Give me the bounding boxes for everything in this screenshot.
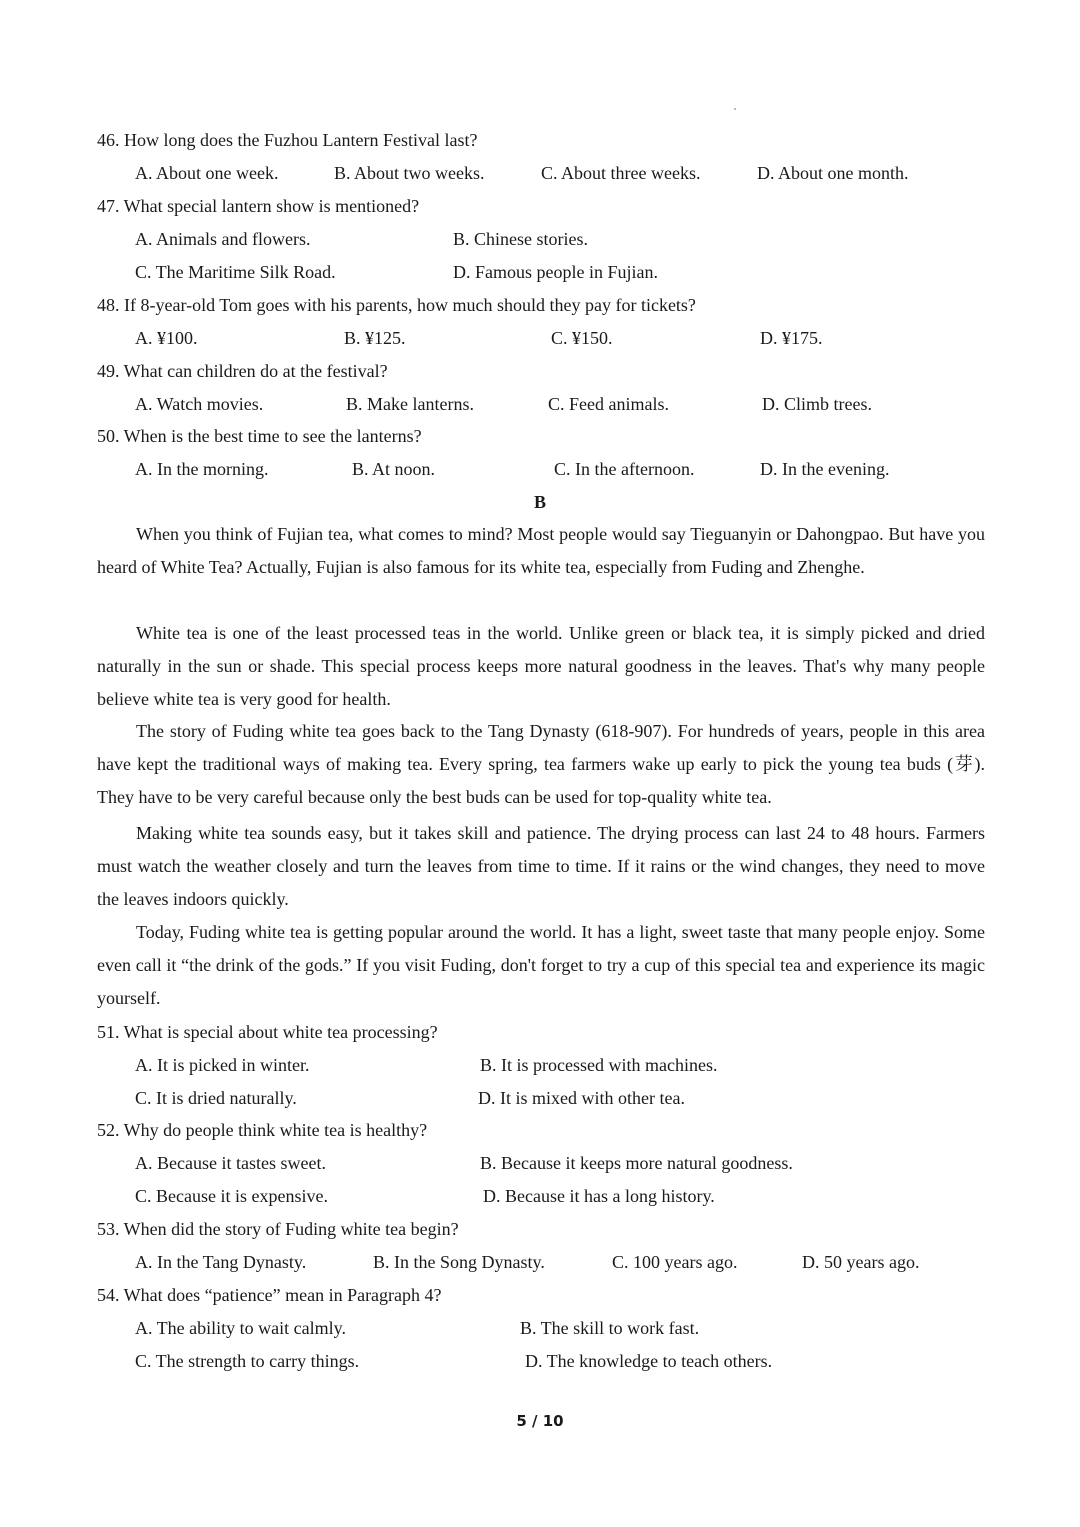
option-47d: D. Famous people in Fujian.	[453, 262, 658, 282]
option-52b: B. Because it keeps more natural goodness.	[480, 1153, 793, 1173]
question-53: 53. When did the story of Fuding white tea begin?	[97, 1219, 459, 1239]
option-47a: A. Animals and flowers.	[135, 229, 311, 249]
option-54a: A. The ability to wait calmly.	[135, 1318, 346, 1338]
question-48: 48. If 8-year-old Tom goes with his parents, how much should they pay for tickets?	[97, 295, 696, 315]
option-53d: D. 50 years ago.	[802, 1252, 920, 1272]
passage-paragraph-5: Today, Fuding white tea is getting popular around the world. It has a light, sweet taste that many people enjoy. Some even call it “the drink of the gods.” If you visit Fuding, don't forget to try a cup of this special tea and experience its magic yourself.	[97, 922, 985, 1008]
option-52a: A. Because it tastes sweet.	[135, 1153, 326, 1173]
option-50a: A. In the morning.	[135, 459, 269, 479]
question-49: 49. What can children do at the festival?	[97, 361, 388, 381]
option-53b: B. In the Song Dynasty.	[373, 1252, 545, 1272]
option-54b: B. The skill to work fast.	[520, 1318, 700, 1338]
option-48b: B. ¥125.	[344, 328, 406, 348]
option-48c: C. ¥150.	[551, 328, 613, 348]
option-51d: D. It is mixed with other tea.	[478, 1088, 685, 1108]
option-51a: A. It is picked in winter.	[135, 1055, 310, 1075]
page-number: 5 / 10	[516, 1412, 564, 1430]
option-49b: B. Make lanterns.	[346, 394, 474, 414]
passage-paragraph-4: Making white tea sounds easy, but it takes skill and patience. The drying process can last 24 to 48 hours. Farmers must watch the weather closely and turn the leaves from time to time. If it rains or the wind changes, they need to move the leaves indoors quickly.	[97, 823, 985, 909]
option-50b: B. At noon.	[352, 459, 436, 479]
option-52d: D. Because it has a long history.	[483, 1186, 715, 1206]
option-49c: C. Feed animals.	[548, 394, 669, 414]
option-54d: D. The knowledge to teach others.	[525, 1351, 773, 1371]
option-47c: C. The Maritime Silk Road.	[135, 262, 336, 282]
question-51: 51. What is special about white tea processing?	[97, 1022, 438, 1042]
option-48a: A. ¥100.	[135, 328, 198, 348]
question-47: 47. What special lantern show is mentioned?	[97, 196, 420, 216]
option-49d: D. Climb trees.	[762, 394, 872, 414]
option-50d: D. In the evening.	[760, 459, 890, 479]
option-48d: D. ¥175.	[760, 328, 823, 348]
option-53a: A. In the Tang Dynasty.	[135, 1252, 307, 1272]
section-heading: B	[533, 492, 546, 512]
scan-speck	[734, 108, 736, 110]
option-53c: C. 100 years ago.	[612, 1252, 738, 1272]
question-54: 54. What does “patience” mean in Paragraph 4?	[97, 1285, 442, 1305]
option-46a: A. About one week.	[135, 163, 279, 183]
option-54c: C. The strength to carry things.	[135, 1351, 360, 1371]
question-52: 52. Why do people think white tea is healthy?	[97, 1120, 428, 1140]
option-52c: C. Because it is expensive.	[135, 1186, 328, 1206]
option-46b: B. About two weeks.	[334, 163, 485, 183]
option-46d: D. About one month.	[757, 163, 909, 183]
option-47b: B. Chinese stories.	[453, 229, 588, 249]
option-51b: B. It is processed with machines.	[480, 1055, 718, 1075]
passage-paragraph-2: White tea is one of the least processed teas in the world. Unlike green or black tea, it is simply picked and dried naturally in the sun or shade. This special process keeps more natural goodness in the leaves. That's why many people believe white tea is very good for health.	[97, 623, 985, 709]
option-51c: C. It is dried naturally.	[135, 1088, 297, 1108]
option-50c: C. In the afternoon.	[554, 459, 695, 479]
passage-paragraph-3: The story of Fuding white tea goes back to the Tang Dynasty (618-907). For hundreds of years, people in this area have kept the traditional ways of making tea. Every spring, tea farmers wake up early to pick the young tea buds (芽). They have to be very careful because only the best buds can be used for top-quality white tea.	[97, 721, 985, 807]
passage-paragraph-1: When you think of Fujian tea, what comes to mind? Most people would say Tieguanyin or Dahongpao. But have you heard of White Tea? Actually, Fujian is also famous for its white tea, especially from Fuding and Zhenghe.	[97, 524, 985, 577]
option-46c: C. About three weeks.	[541, 163, 701, 183]
question-50: 50. When is the best time to see the lanterns?	[97, 426, 422, 446]
option-49a: A. Watch movies.	[135, 394, 264, 414]
question-46: 46. How long does the Fuzhou Lantern Festival last?	[97, 130, 478, 150]
